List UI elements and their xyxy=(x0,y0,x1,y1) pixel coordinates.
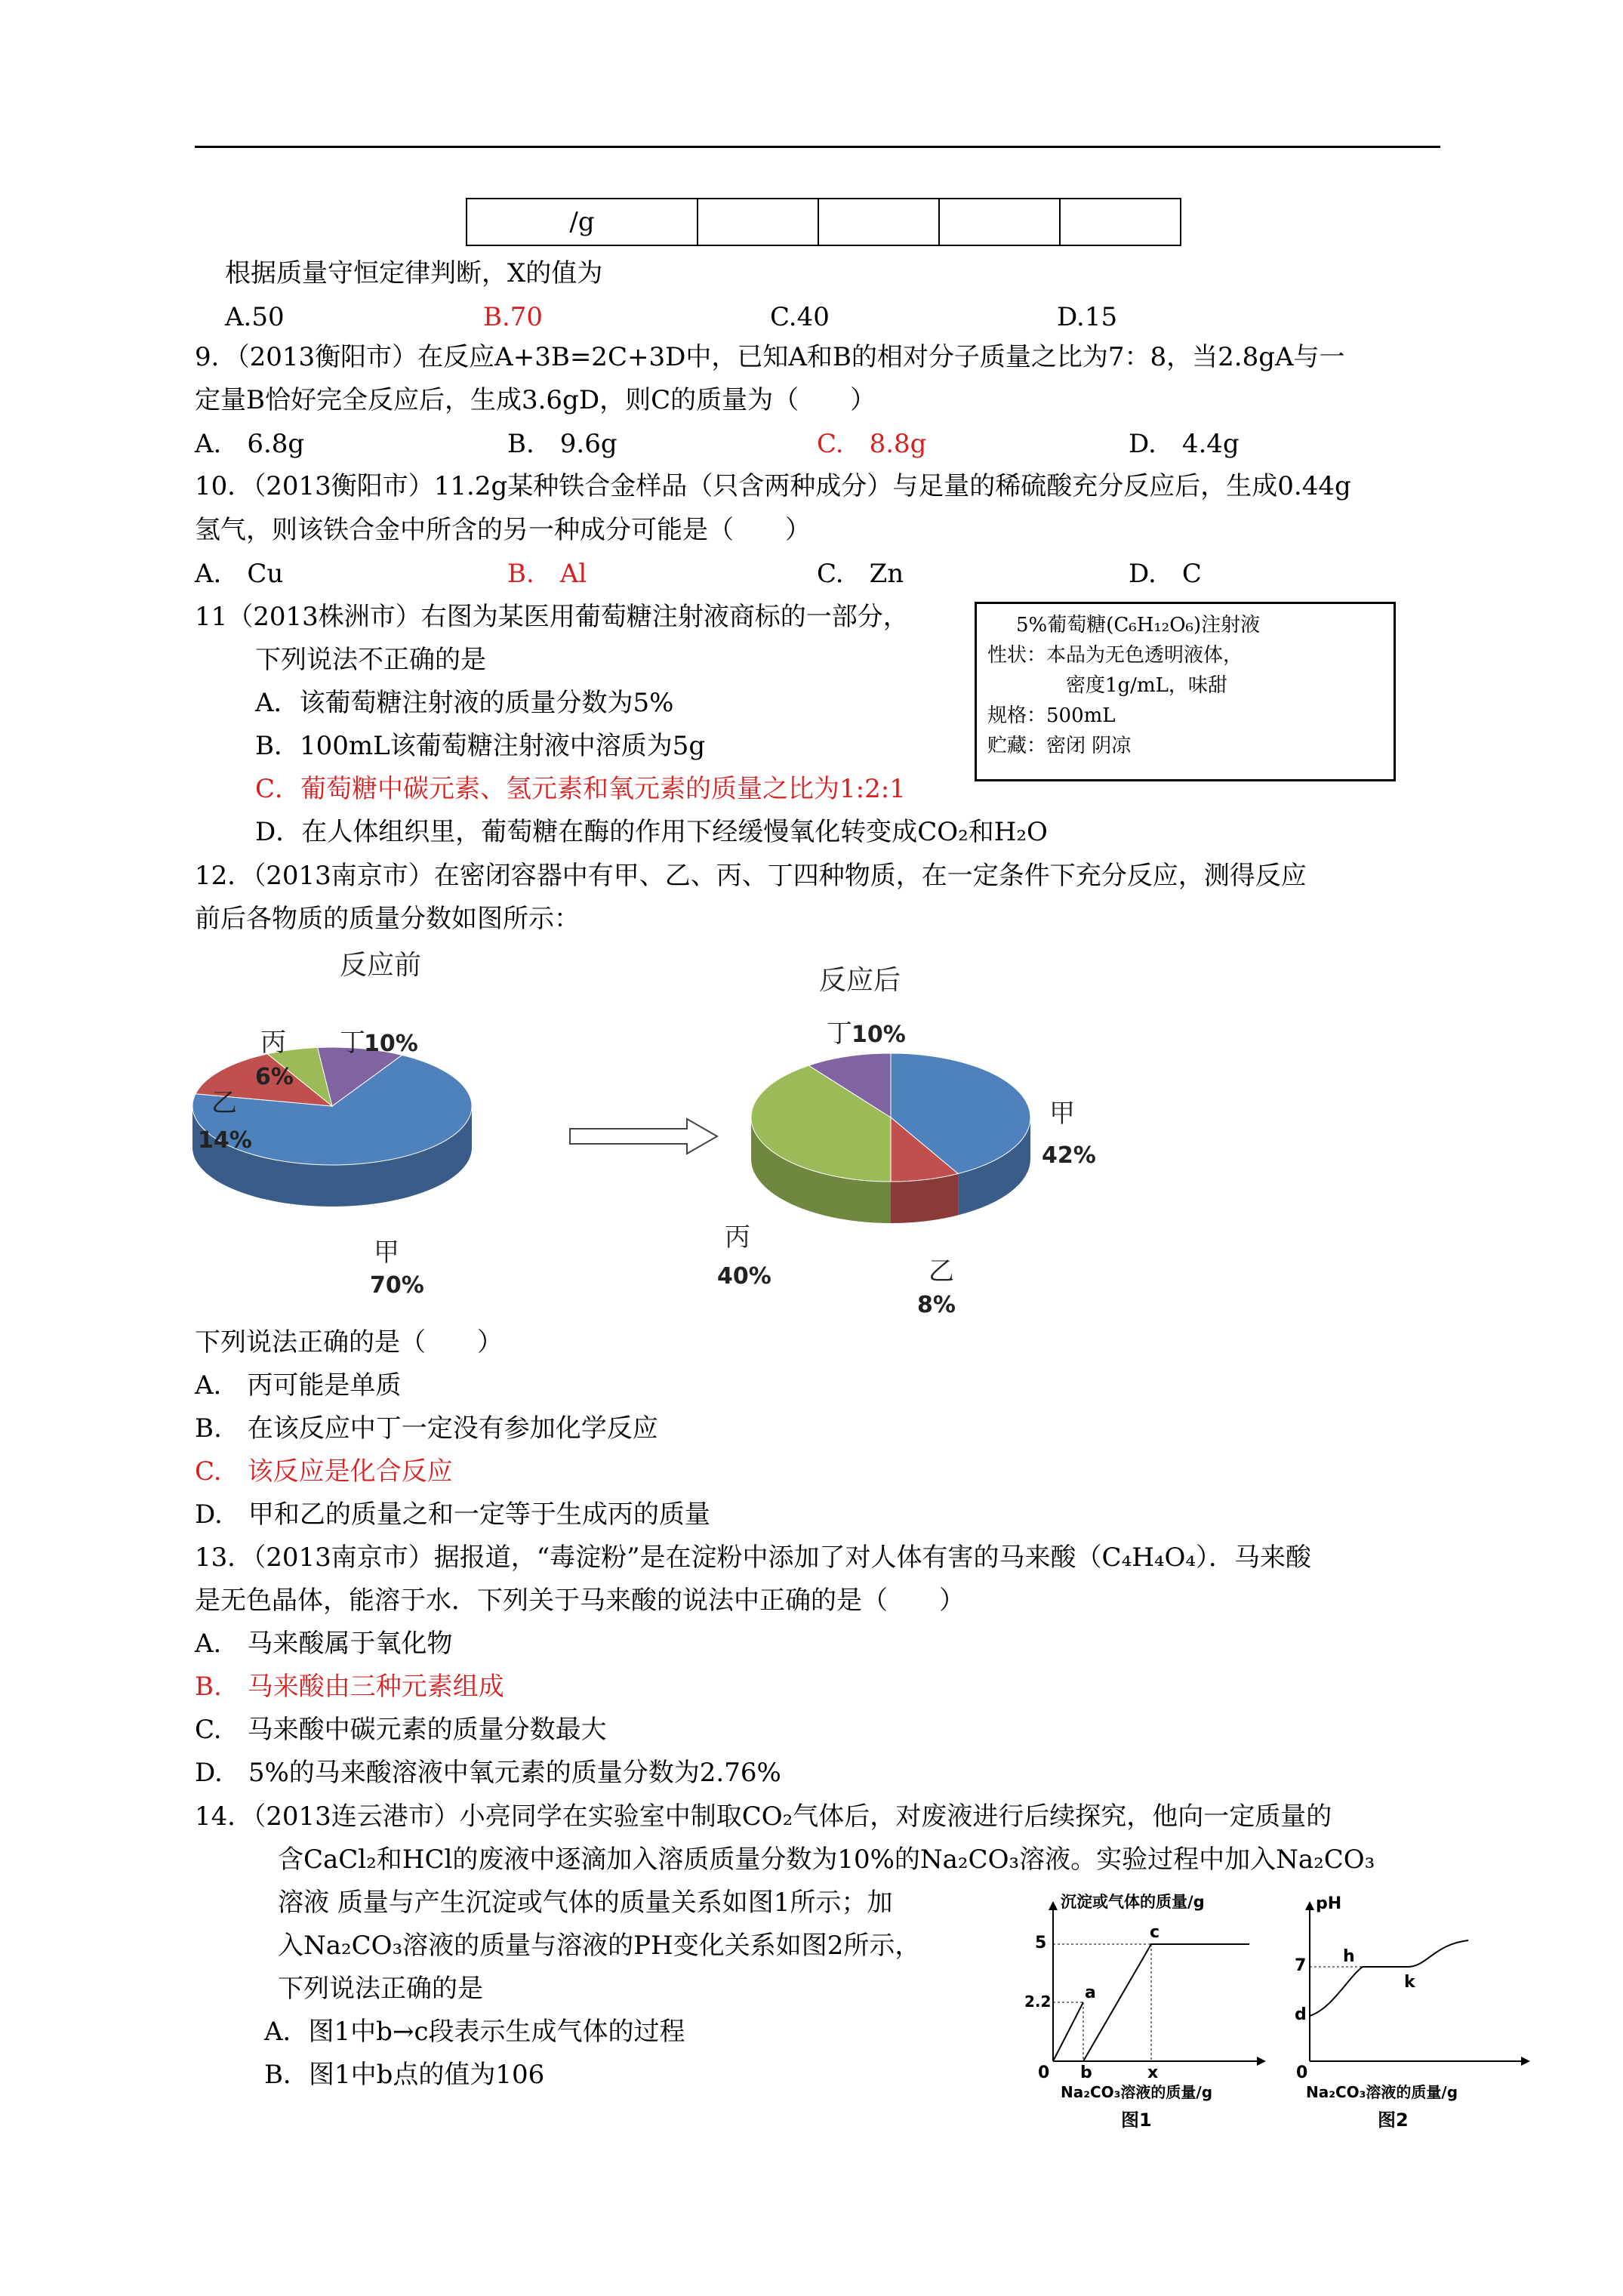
pie-category-label: 丁 xyxy=(340,1028,365,1058)
q12-option-c: C. 该反应是化合反应 xyxy=(195,1456,453,1487)
q12-question: 下列说法正确的是（ ） xyxy=(195,1327,503,1358)
pie-category-label: 甲 xyxy=(374,1237,399,1268)
table-cell xyxy=(818,199,939,245)
origin-label: 0 xyxy=(1296,2063,1308,2082)
arrow xyxy=(570,1119,717,1154)
x-axis-arrow xyxy=(1521,2057,1530,2066)
q13-option-d: D. 5%的马来酸溶液中氧元素的质量分数为2.76% xyxy=(195,1758,781,1788)
table-cell xyxy=(939,199,1060,245)
q14-line2: 含CaCl₂和HCl的废液中逐滴加入溶质质量分数为10%的Na₂CO₃溶液。实验过程中加入Na₂CO₃ xyxy=(278,1845,1375,1875)
glucose-label-box xyxy=(975,602,1396,781)
y-axis-arrow xyxy=(1305,1901,1314,1910)
pie-value-label: 10% xyxy=(852,1022,906,1048)
q11-option-b: B．100mL该葡萄糖注射液中溶质为5g xyxy=(255,731,706,761)
pie-category-label: 丁 xyxy=(827,1019,852,1049)
pie-value-label: 8% xyxy=(917,1292,956,1318)
pie-category-label: 甲 xyxy=(1049,1099,1075,1129)
q12-option-b: B. 在该反应中丁一定没有参加化学反应 xyxy=(195,1413,658,1444)
q8-option-c: C.40 xyxy=(770,302,830,332)
figure-2-chart xyxy=(1295,1888,1544,2137)
pie-category-label: 丙 xyxy=(260,1028,286,1058)
q12-option-d: D. 甲和乙的质量之和一定等于生成丙的质量 xyxy=(195,1499,710,1530)
pie-category-label: 丙 xyxy=(725,1222,750,1253)
q9-option-d: D. 4.4g xyxy=(1129,429,1240,459)
q14-line1: 14．（2013连云港市）小亮同学在实验室中制取CO₂气体后，对废液进行后续探究，他向一定质量的 xyxy=(195,1801,1332,1832)
q9-option-b: B. 9.6g xyxy=(507,429,617,459)
gas-line xyxy=(1053,2002,1083,2061)
point-h: h xyxy=(1343,1947,1355,1966)
x-tick-b: b xyxy=(1080,2063,1092,2082)
ph-curve xyxy=(1310,1940,1468,2016)
table-cell-unit: /g xyxy=(467,199,698,245)
point-c: c xyxy=(1150,1923,1160,1942)
q8-stem: 根据质量守恒定律判断，X的值为 xyxy=(225,258,603,288)
pie-title: 反应前 xyxy=(340,950,422,981)
label-line-3: 规格：500mL xyxy=(987,704,1116,727)
y-tick-d: d xyxy=(1295,2005,1307,2024)
header-rule xyxy=(195,146,1440,148)
q12-line1: 12．（2013南京市）在密闭容器中有甲、乙、丙、丁四种物质，在一定条件下充分反应，测得反应 xyxy=(195,861,1307,891)
x-tick-x: x xyxy=(1147,2063,1159,2082)
pie-value-label: 40% xyxy=(717,1263,771,1290)
y-tick-7: 7 xyxy=(1295,1956,1307,1975)
q10-line1: 10．（2013衡阳市）11.2g某种铁合金样品（只含两种成分）与足量的稀硫酸充分反应后，生成0.44g xyxy=(195,471,1351,501)
point-k: k xyxy=(1404,1973,1415,1992)
q10-option-c: C. Zn xyxy=(817,559,904,589)
y-tick-5: 5 xyxy=(1035,1934,1047,1952)
q14-option-a: A．图1中b→c段表示生成气体的过程 xyxy=(264,2017,685,2047)
pie-category-label: 乙 xyxy=(211,1088,237,1118)
q14-option-b: B．图1中b点的值为106 xyxy=(264,2060,545,2090)
q10-option-d: D. C xyxy=(1129,559,1202,589)
table-cell xyxy=(698,199,818,245)
q11-line2: 下列说法不正确的是 xyxy=(255,645,486,675)
label-line-4: 贮藏：密闭 阴凉 xyxy=(987,735,1132,757)
x-axis-label: Na₂CO₃溶液的质量/g xyxy=(1061,2083,1213,2101)
q8-option-d: D.15 xyxy=(1057,302,1118,332)
y-axis-label: pH xyxy=(1316,1894,1342,1913)
pie-value-label: 6% xyxy=(255,1064,294,1090)
q12-line2: 前后各物质的质量分数如图所示： xyxy=(195,904,580,934)
q11-option-d: D．在人体组织里，葡萄糖在酶的作用下经缓慢氧化转变成CO₂和H₂O xyxy=(255,817,1048,847)
mass-table xyxy=(466,198,1181,246)
pie-title: 反应后 xyxy=(819,965,901,996)
q10-line2: 氢气，则该铁合金中所含的另一种成分可能是（ ） xyxy=(195,515,811,545)
pie-category-label: 乙 xyxy=(929,1256,954,1287)
q14-line5: 下列说法正确的是 xyxy=(278,1974,483,2004)
precipitate-line xyxy=(1083,1944,1249,2061)
point-a: a xyxy=(1085,1983,1096,2002)
q11-option-c: C．葡萄糖中碳元素、氢元素和氧元素的质量之比为1:2:1 xyxy=(255,774,906,804)
q13-line1: 13．（2013南京市）据报道，“毒淀粉”是在淀粉中添加了对人体有害的马来酸（C₄H₄O₄）．马来酸 xyxy=(195,1542,1311,1573)
q8-option-b: B.70 xyxy=(483,302,544,332)
label-line-1: 性状：本品为无色透明液体， xyxy=(987,644,1243,667)
y-axis-label: 沉淀或气体的质量/g xyxy=(1061,1893,1205,1911)
origin-label: 0 xyxy=(1038,2063,1050,2082)
q11-line1: 11（2013株洲市）右图为某医用葡萄糖注射液商标的一部分， xyxy=(195,602,909,632)
pie-value-label: 14% xyxy=(198,1127,252,1154)
q13-option-b: B. 马来酸由三种元素组成 xyxy=(195,1672,504,1702)
q9-line1: 9．（2013衡阳市）在反应A+3B=2C+3D中，已知A和B的相对分子质量之比为7：8，当2.8gA与一 xyxy=(195,342,1345,372)
q10-option-a: A. Cu xyxy=(195,559,284,589)
table-row xyxy=(467,199,1181,245)
q13-line2: 是无色晶体，能溶于水．下列关于马来酸的说法中正确的是（ ） xyxy=(195,1586,965,1616)
pie-value-label: 10% xyxy=(364,1031,418,1057)
pie-value-label: 42% xyxy=(1042,1142,1096,1169)
q8-option-a: A.50 xyxy=(225,302,285,332)
q9-option-c: C. 8.8g xyxy=(817,429,927,459)
x-axis-label: Na₂CO₃溶液的质量/g xyxy=(1306,2083,1458,2101)
label-line-2: 密度1g/mL，味甜 xyxy=(1066,674,1227,697)
q12-option-a: A. 丙可能是单质 xyxy=(195,1370,402,1401)
q9-option-a: A. 6.8g xyxy=(195,429,305,459)
y-tick-2-2: 2.2 xyxy=(1024,1992,1052,2011)
figure-caption: 图2 xyxy=(1378,2110,1409,2131)
x-axis-arrow xyxy=(1257,2057,1266,2066)
q9-line2: 定量B恰好完全反应后，生成3.6gD，则C的质量为（ ） xyxy=(195,385,876,415)
pie-value-label: 70% xyxy=(370,1272,424,1299)
q14-line3: 溶液 质量与产生沉淀或气体的质量关系如图1所示；加 xyxy=(278,1888,893,1918)
q10-option-b: B. Al xyxy=(507,559,587,589)
q11-option-a: A．该葡萄糖注射液的质量分数为5% xyxy=(255,688,674,718)
q13-option-c: C. 马来酸中碳元素的质量分数最大 xyxy=(195,1715,607,1745)
figure-caption: 图1 xyxy=(1121,2110,1152,2131)
table-cell xyxy=(1060,199,1181,245)
y-axis-arrow xyxy=(1049,1901,1058,1910)
label-title: 5%葡萄糖(C₆H₁₂O₆)注射液 xyxy=(1016,614,1261,636)
pie-charts xyxy=(189,944,1132,1318)
q13-option-a: A. 马来酸属于氧化物 xyxy=(195,1629,453,1659)
figure-1-chart xyxy=(1024,1888,1280,2137)
q14-line4: 入Na₂CO₃溶液的质量与溶液的PH变化关系如图2所示， xyxy=(278,1931,921,1961)
